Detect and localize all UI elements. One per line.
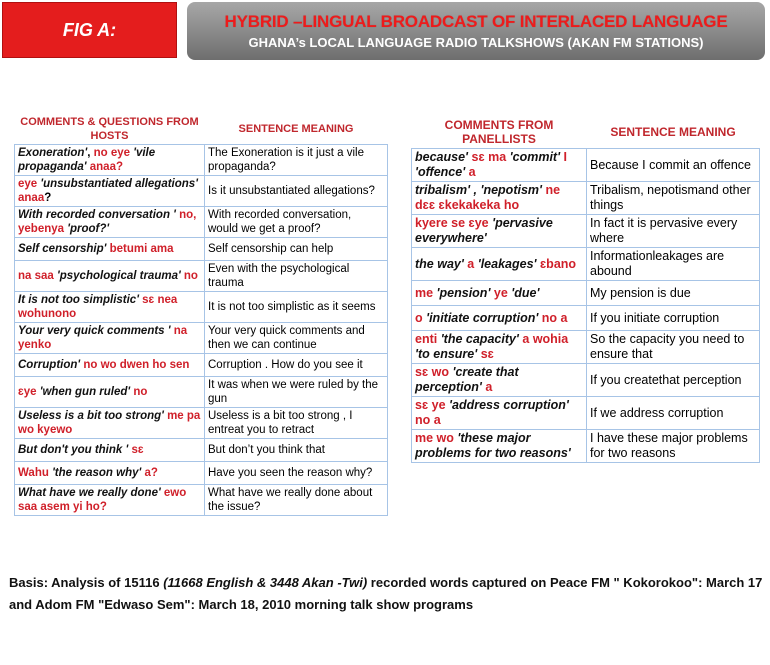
akan-phrase: na yenko bbox=[18, 325, 188, 351]
akan-phrase: sɛ nea wohunono bbox=[18, 294, 178, 320]
comment-cell bbox=[15, 292, 205, 323]
meaning-cell: With recorded conversation, would we get a proof? bbox=[205, 207, 388, 238]
english-phrase: 'pension' bbox=[433, 285, 494, 300]
akan-phrase: na saa bbox=[18, 270, 54, 282]
comment-cell bbox=[15, 485, 205, 516]
table-row bbox=[15, 261, 388, 292]
comment-cell bbox=[15, 408, 205, 439]
akan-phrase: I bbox=[563, 150, 568, 164]
akan-phrase: anaa? bbox=[89, 161, 123, 173]
meaning-cell: Self censorship can help bbox=[205, 238, 388, 261]
meaning-cell: It is not too simplistic as it seems bbox=[205, 292, 388, 323]
comment-cell bbox=[412, 397, 587, 430]
meaning-cell: Useless is a bit too strong , I entreat you to retract bbox=[205, 408, 388, 439]
akan-phrase: sɛ wo bbox=[415, 365, 449, 379]
english-phrase: 'create that perception' bbox=[415, 365, 519, 394]
table-row bbox=[412, 331, 760, 364]
akan-phrase: o bbox=[415, 310, 423, 325]
table-row bbox=[15, 462, 388, 485]
english-phrase: 'pervasive everywhere' bbox=[415, 216, 553, 245]
english-phrase: 'commit' bbox=[509, 150, 564, 164]
english-phrase: 'the reason why' bbox=[48, 467, 145, 479]
comment-cell bbox=[15, 238, 205, 261]
table-row bbox=[412, 306, 760, 331]
english-phrase: What have we really done' bbox=[18, 487, 164, 499]
table-row bbox=[412, 364, 760, 397]
comment-cell bbox=[15, 176, 205, 207]
banner-subtitle: GHANA’s LOCAL LANGUAGE RADIO TALKSHOWS (AKAN FM STATIONS) bbox=[248, 35, 704, 50]
akan-phrase: ɛbano bbox=[539, 256, 577, 271]
comment-cell bbox=[412, 331, 587, 364]
table-row bbox=[412, 248, 760, 281]
akan-phrase: no, yebenya bbox=[18, 209, 197, 235]
english-phrase: But don't you think ' bbox=[18, 444, 132, 456]
akan-phrase: a wohia bbox=[522, 332, 569, 346]
akan-phrase: a bbox=[485, 380, 493, 394]
akan-phrase: a bbox=[468, 165, 476, 179]
english-phrase: 'initiate corruption' bbox=[422, 310, 542, 325]
table-row bbox=[15, 323, 388, 354]
english-phrase: Self censorship' bbox=[18, 243, 107, 255]
meaning-cell: Because I commit an offence bbox=[587, 149, 760, 182]
akan-phrase: ɛye bbox=[18, 386, 37, 398]
comment-cell bbox=[412, 248, 587, 281]
english-phrase: 'to ensure' bbox=[415, 347, 481, 361]
english-phrase: Useless is a bit too strong' bbox=[18, 410, 168, 422]
meaning-cell: Even with the psychological trauma bbox=[205, 261, 388, 292]
english-phrase: It is not too simplistic' bbox=[18, 294, 143, 306]
meaning-cell: Tribalism, nepotismand other things bbox=[587, 182, 760, 215]
english-phrase: tribalism' , 'nepotism' bbox=[415, 183, 546, 197]
meaning-cell: I have these major problems for two reasons bbox=[587, 430, 760, 463]
table-row bbox=[15, 354, 388, 377]
meaning-cell: In fact it is pervasive every where bbox=[587, 215, 760, 248]
comment-cell bbox=[412, 215, 587, 248]
english-phrase: 'proof?' bbox=[64, 223, 110, 235]
table-row bbox=[412, 182, 760, 215]
akan-phrase: eye bbox=[18, 178, 38, 190]
comment-cell bbox=[412, 306, 587, 331]
akan-phrase: ewo saa asem yi ho? bbox=[18, 487, 187, 513]
comment-cell bbox=[15, 354, 205, 377]
source-basis: Basis: Analysis of 15116 bbox=[9, 575, 160, 590]
english-phrase: , bbox=[87, 147, 94, 159]
english-phrase: 'these major problems for two reasons' bbox=[415, 431, 571, 460]
table-row bbox=[15, 207, 388, 238]
english-phrase: 'psychological trauma' bbox=[53, 270, 184, 282]
comment-cell bbox=[15, 439, 205, 462]
comment-cell bbox=[412, 430, 587, 463]
meaning-cell: If you createthat perception bbox=[587, 364, 760, 397]
table-row bbox=[15, 145, 388, 176]
akan-phrase: kyere se ɛye bbox=[415, 216, 489, 230]
meaning-cell: Have you seen the reason why? bbox=[205, 462, 388, 485]
akan-phrase: sɛ ye bbox=[415, 398, 446, 412]
comment-cell bbox=[15, 377, 205, 408]
english-phrase: 'address corruption' bbox=[445, 398, 569, 412]
meaning-cell: Corruption . How do you see it bbox=[205, 354, 388, 377]
meaning-cell: If we address corruption bbox=[587, 397, 760, 430]
akan-phrase: no a bbox=[541, 310, 568, 325]
table-row bbox=[15, 238, 388, 261]
meaning-cell: Your very quick comments and then we can continue bbox=[205, 323, 388, 354]
banner-title: HYBRID –LINGUAL BROADCAST OF INTERLACED LANGUAGE bbox=[224, 12, 728, 31]
table-row bbox=[15, 408, 388, 439]
comment-cell bbox=[15, 207, 205, 238]
meaning-cell: If you initiate corruption bbox=[587, 306, 760, 331]
table-row bbox=[412, 149, 760, 182]
hosts-comments-table bbox=[14, 114, 388, 516]
akan-phrase: sɛ ma bbox=[468, 150, 510, 164]
akan-phrase: sɛ bbox=[131, 444, 144, 456]
comment-cell bbox=[15, 462, 205, 485]
akan-phrase: me bbox=[415, 285, 434, 300]
meaning-cell: Informationleakages are abound bbox=[587, 248, 760, 281]
comment-cell bbox=[15, 145, 205, 176]
table-row bbox=[15, 176, 388, 207]
english-phrase: With recorded conversation ' bbox=[18, 209, 176, 221]
meaning-cell: My pension is due bbox=[587, 281, 760, 306]
akan-phrase: ne dɛɛ ɛkekakeka ho bbox=[415, 183, 561, 212]
english-phrase: 'due' bbox=[507, 285, 540, 300]
akan-phrase: no bbox=[183, 270, 198, 282]
english-phrase: Your very quick comments ' bbox=[18, 325, 171, 337]
meaning-cell: It was when we were ruled by the gun bbox=[205, 377, 388, 408]
table-row bbox=[412, 430, 760, 463]
table-row bbox=[15, 439, 388, 462]
comment-cell bbox=[15, 323, 205, 354]
english-phrase: 'when gun ruled' bbox=[36, 386, 134, 398]
comment-cell bbox=[412, 364, 587, 397]
comment-cell bbox=[412, 149, 587, 182]
akan-phrase: a? bbox=[144, 467, 158, 479]
akan-phrase: Wahu bbox=[18, 467, 49, 479]
english-phrase: 'unsubstantiated allegations' bbox=[37, 178, 198, 190]
akan-phrase: no bbox=[133, 386, 148, 398]
column-header-comments: COMMENTS FROM PANELLISTS bbox=[412, 116, 587, 149]
english-phrase: 'offence' bbox=[415, 165, 469, 179]
table-row bbox=[412, 215, 760, 248]
source-details: recorded words captured on Peace FM " Kokorokoo": March 17 and Adom FM "Edwaso Sem": March 18, 2010 morning talk show programs bbox=[9, 575, 763, 612]
akan-phrase: anaa bbox=[18, 192, 45, 204]
column-header-comments: COMMENTS & QUESTIONS FROM HOSTS bbox=[15, 114, 205, 145]
akan-phrase: sɛ bbox=[480, 347, 494, 361]
english-phrase: 'leakages' bbox=[474, 256, 540, 271]
table-row bbox=[15, 377, 388, 408]
akan-phrase: ye bbox=[493, 285, 508, 300]
column-header-meaning: SENTENCE MEANING bbox=[205, 114, 388, 145]
akan-phrase: no eye bbox=[93, 147, 131, 159]
comment-cell bbox=[15, 261, 205, 292]
panellists-comments-table bbox=[411, 116, 760, 463]
comment-cell bbox=[412, 281, 587, 306]
akan-phrase: betumi ama bbox=[106, 243, 174, 255]
english-phrase: because' bbox=[415, 150, 469, 164]
meaning-cell: But don’t you think that bbox=[205, 439, 388, 462]
figure-label: FIG A: bbox=[2, 2, 177, 58]
table-row bbox=[412, 281, 760, 306]
table-row bbox=[15, 292, 388, 323]
table-row bbox=[412, 397, 760, 430]
meaning-cell: What have we really done about the issue? bbox=[205, 485, 388, 516]
akan-phrase: me pa wo kyewo bbox=[18, 410, 201, 436]
akan-phrase: me wo bbox=[415, 431, 454, 445]
english-phrase: Corruption' bbox=[18, 359, 84, 371]
english-phrase: 'vile propaganda' bbox=[18, 147, 156, 173]
akan-phrase: a bbox=[467, 256, 475, 271]
source-note bbox=[9, 572, 764, 616]
meaning-cell: Is it unsubstantiated allegations? bbox=[205, 176, 388, 207]
table-header-row bbox=[15, 114, 388, 145]
table-row bbox=[15, 485, 388, 516]
comment-cell bbox=[412, 182, 587, 215]
meaning-cell: The Exoneration is it just a vile propaganda? bbox=[205, 145, 388, 176]
column-header-meaning: SENTENCE MEANING bbox=[587, 116, 760, 149]
meaning-cell: So the capacity you need to ensure that bbox=[587, 331, 760, 364]
source-word-counts: (11668 English & 3448 Akan -Twi) bbox=[163, 575, 368, 590]
akan-phrase: no wo dwen ho sen bbox=[83, 359, 190, 371]
title-banner bbox=[187, 2, 765, 60]
akan-phrase: no a bbox=[415, 413, 441, 427]
english-phrase: ? bbox=[44, 192, 52, 204]
english-phrase: the way' bbox=[415, 256, 468, 271]
english-phrase: 'the capacity' bbox=[437, 332, 523, 346]
akan-phrase: enti bbox=[415, 332, 438, 346]
english-phrase: Exoneration' bbox=[18, 147, 88, 159]
table-header-row bbox=[412, 116, 760, 149]
